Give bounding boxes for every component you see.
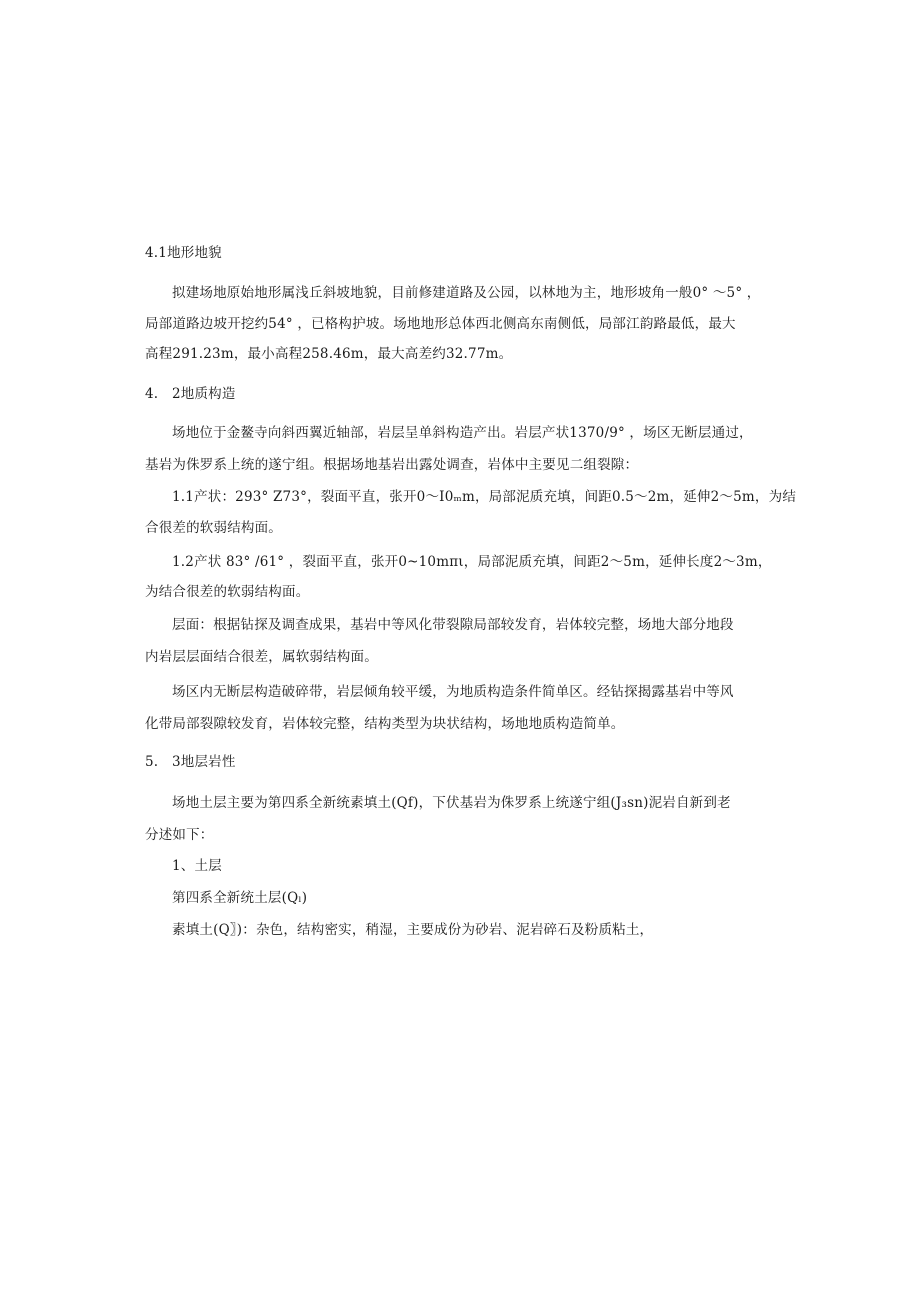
paragraph-line: 1.1产状：293° Z73°，裂面平直，张开0～I0ₘm，局部泥质充填，间距0.5～2m，延伸2～5m，为结 (172, 489, 797, 505)
paragraph-line: 场区内无断层构造破碎带，岩层倾角较平缓，为地质构造条件简单区。经钻探揭露基岩中等风 (172, 684, 734, 700)
paragraph-line: 场地土层主要为第四系全新统素填土(Qf)，下伏基岩为侏罗系上统遂宁组(J₃sn)泥岩自新到老 (172, 795, 731, 811)
paragraph-line: 拟建场地原始地形属浅丘斜坡地貌，目前修建道路及公园，以林地为主，地形坡角一般0° ～5° ， (172, 285, 761, 301)
paragraph-line: 1.2产状 83° /61° ，裂面平直，张开0~10mπι，局部泥质充填，间距2～5m，延伸长度2～3m， (172, 554, 772, 570)
section-heading-4-1: 4.1地形地貌 (145, 245, 222, 261)
paragraph-line: 化带局部裂隙较发育，岩体较完整，结构类型为块状结构，场地地质构造简单。 (145, 716, 625, 732)
paragraph-line: 合很差的软弱结构面。 (145, 520, 282, 536)
section-heading-4-2: 4. 2地质构造 (145, 386, 236, 402)
paragraph-line: 场地位于金鳌寺向斜西翼近轴部，岩层呈单斜构造产出。岩层产状1370/9° ，场区无断层通过， (172, 425, 753, 441)
paragraph-line: 层面：根据钻探及调查成果，基岩中等风化带裂隙局部较发育，岩体较完整，场地大部分地段 (172, 617, 734, 633)
subheading-soil-layer: 1、土层 (172, 858, 222, 874)
paragraph-line: 分述如下： (145, 827, 214, 843)
paragraph-line: 为结合很差的软弱结构面。 (145, 584, 310, 600)
paragraph-line: 素填土(Q〗)：杂色，结构密实，稍湿，主要成份为砂岩、泥岩碎石及粉质粘土， (172, 922, 654, 938)
section-heading-5-3: 5. 3地层岩性 (145, 754, 236, 770)
paragraph-line: 高程291.23m，最小高程258.46m，最大高差约32.77m。 (145, 346, 513, 362)
paragraph-line: 局部道路边坡开挖约54° ，已格构护坡。场地地形总体西北侧高东南侧低，局部江韵路最低，最大 (145, 316, 736, 332)
paragraph-line: 基岩为侏罗系上统的遂宁组。根据场地基岩出露处调查，岩体中主要见二组裂隙： (145, 457, 639, 473)
paragraph-line: 内岩层层面结合很差，属软弱结构面。 (145, 649, 378, 665)
subheading-quaternary: 第四系全新统土层(Qₗ) (172, 890, 308, 906)
